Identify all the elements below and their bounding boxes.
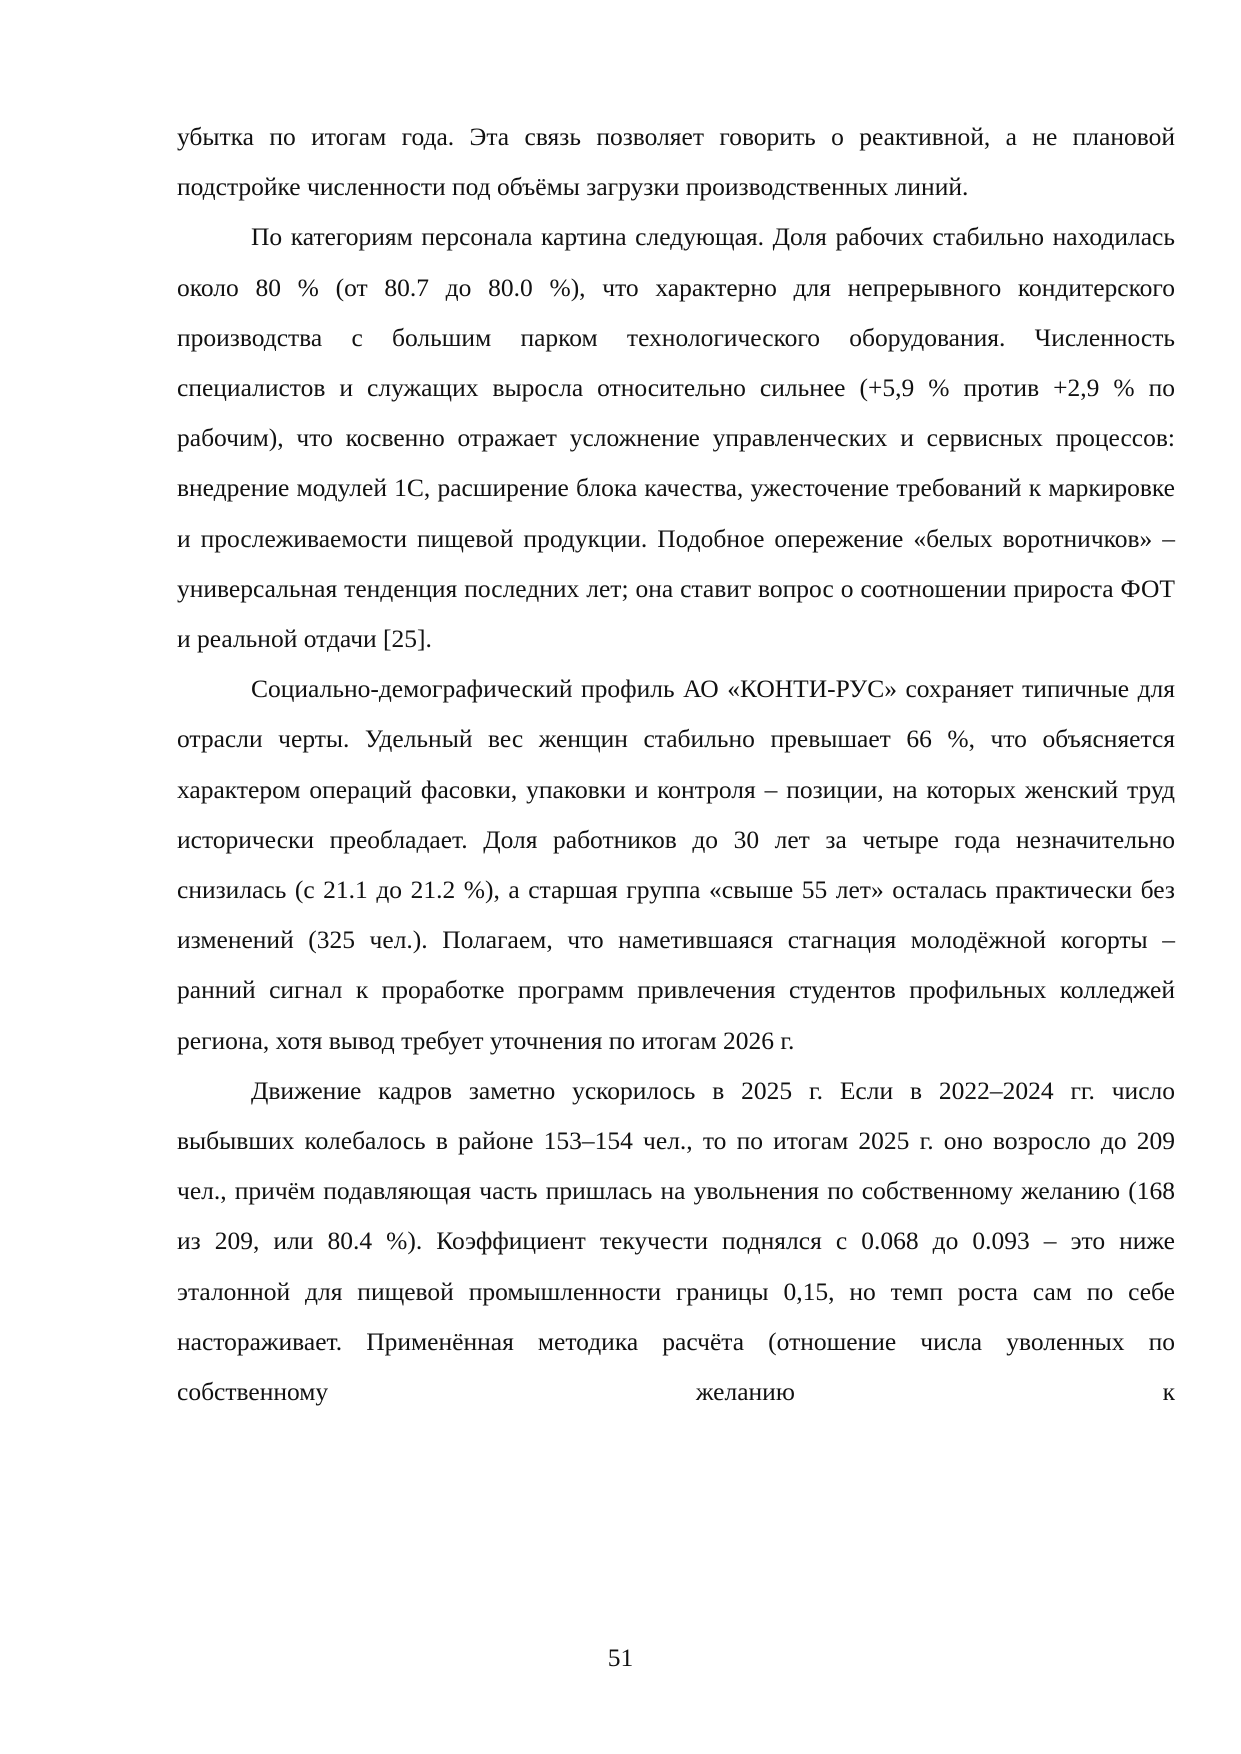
paragraph-personnel-categories: По категориям персонала картина следующая. Доля рабочих стабильно находилась около 80 % (от 80.7 до 80.0 %), что характерно для непрерывного кондитерского производства с большим парком технологического оборудования. Численность специалистов и служащих выросла относительно сильнее (+5,9 % против +2,9 % по рабочим), что косвенно отражает усложнение управленческих и сервисных процессов: внедрение модулей 1С, расширение блока качества, ужесточение требований к маркировке и прослеживаемости пищевой продукции. Подобное опережение «белых воротничков» – универсальная тенденция последних лет; она ставит вопрос о соотношении прироста ФОТ и реальной отдачи [25]. xyxy=(177,222,1175,654)
page-number: 51 xyxy=(607,1643,634,1672)
paragraph-staff-turnover: Движение кадров заметно ускорилось в 2025 г. Если в 2022–2024 гг. число выбывших колебалось в районе 153–154 чел., то по итогам 2025 г. оно возросло до 209 чел., причём подавляющая часть пришлась на увольнения по собственному желанию (168 из 209, или 80.4 %). Коэффициент текучести поднялся с 0.068 до 0.093 – это ниже эталонной для пищевой промышленности границы 0,15, но темп роста сам по себе настораживает. Применённая методика расчёта (отношение числа уволенных по собственному желанию к xyxy=(177,1075,1175,1407)
paragraph-continuation: убытка по итогам года. Эта связь позволяет говорить о реактивной, а не плановой подстройке численности под объёмы загрузки производственных линий. xyxy=(177,122,1175,202)
paragraph-social-demographic-profile: Социально-демографический профиль АО «КОНТИ-РУС» сохраняет типичные для отрасли черты. Удельный вес женщин стабильно превышает 66 %, что объясняется характером операций фасовки, упаковки и контроля – позиции, на которых женский труд исторически преобладает. Доля работников до 30 лет за четыре года незначительно снизилась (с 21.1 до 21.2 %), а старшая группа «свыше 55 лет» осталась практически без изменений (325 чел.). Полагаем, что наметившаяся стагнация молодёжной когорты – ранний сигнал к проработке программ привлечения студентов профильных колледжей региона, хотя вывод требует уточнения по итогам 2026 г. xyxy=(177,674,1175,1055)
body-text xyxy=(177,112,1175,1417)
